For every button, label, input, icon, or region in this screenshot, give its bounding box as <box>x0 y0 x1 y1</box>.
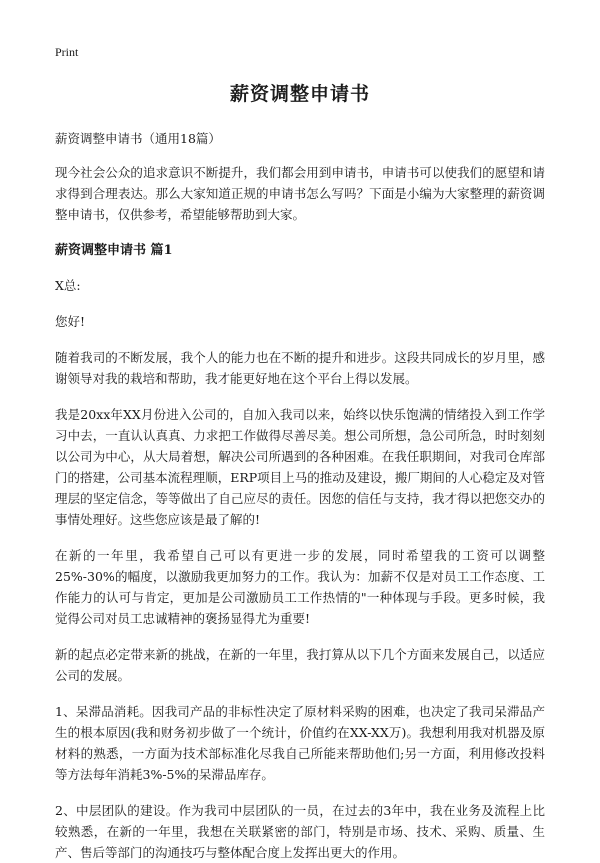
document-subtitle: 薪资调整申请书（通用18篇） <box>55 131 221 146</box>
body-paragraph: 1、呆滞品消耗。因我司产品的非标性决定了原材料采购的困难，也决定了我司呆滞品产生的根本原因(我和财务初步做了一个统计，价值约在XX-XX万)。我想利用我对机器及原材料的熟悉，一方面为技术部标准化尽我自己所能来帮助他们;另一方面，利用修改投料等方法每年消耗3%-5%的呆滞品库存。 <box>55 704 545 782</box>
salutation: X总: <box>55 278 81 293</box>
body-paragraph: 我是20xx年XX月份进入公司的，自加入我司以来，始终以快乐饱满的情绪投入到工作学习中去，一直认认真真、力求把工作做得尽善尽美。想公司所想，急公司所急，时时刻刻以公司为中心，从大局着想，解决公司所遇到的各种困难。在我任职期间，对我司仓库部门的搭建，公司基本流程理顺，ERP项目上马的推动及建设，搬厂期间的人心稳定及对管理层的坚定信念，等等做出了自己应尽的责任。因您的信任与支持，我才得以把您交办的事情处理好。这些您应该是最了解的! <box>55 407 545 527</box>
body-paragraph: 新的起点必定带来新的挑战，在新的一年里，我打算从以下几个方面来发展自己，以适应公司的发展。 <box>55 647 545 683</box>
greeting: 您好! <box>55 314 86 329</box>
intro-paragraph: 现今社会公众的追求意识不断提升，我们都会用到申请书，申请书可以使我们的愿望和请求得到合理表达。那么大家知道正规的申请书怎么写吗？下面是小编为大家整理的薪资调整申请书，仅供参考，希望能够帮助到大家。 <box>55 165 545 222</box>
section-heading: 薪资调整申请书 篇1 <box>55 243 173 258</box>
body-paragraph: 随着我司的不断发展，我个人的能力也在不断的提升和进步。这段共同成长的岁月里，感谢领导对我的栽培和帮助，我才能更好地在这个平台上得以发展。 <box>55 350 545 386</box>
print-label[interactable]: Print <box>55 45 79 59</box>
body-paragraph: 在新的一年里，我希望自己可以有更进一步的发展，同时希望我的工资可以调整25%-30%的幅度，以激励我更加努力的工作。我认为：加薪不仅是对员工工作态度、工作能力的认可与肯定，更加是公司激励员工工作热情的"一种体现与手段。更多时候，我觉得公司对员工忠诚精神的褒扬显得尤为重要! <box>55 548 545 626</box>
document-title: 薪资调整申请书 <box>229 83 370 105</box>
body-paragraph: 2、中层团队的建设。作为我司中层团队的一员，在过去的3年中，我在业务及流程上比较熟悉，在新的一年里，我想在关联紧密的部门，特别是市场、技术、采购、质量、生产、售后等部门的沟通技巧与整体配合度上发挥出更大的作用。 <box>55 803 545 860</box>
